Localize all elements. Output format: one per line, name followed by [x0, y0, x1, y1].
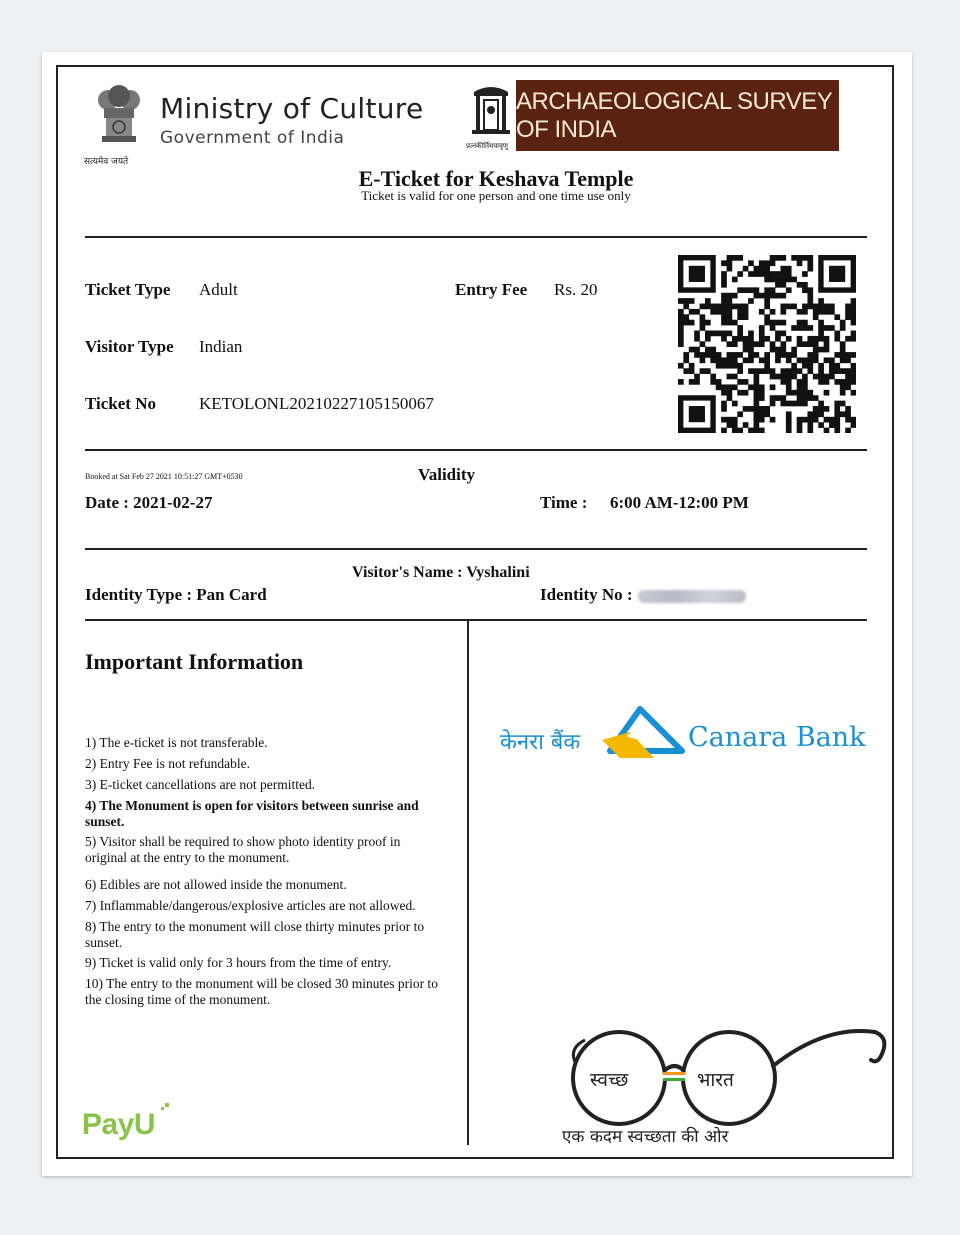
validity-heading: Validity: [418, 465, 476, 484]
ticket-title: E-Ticket for Keshava Temple: [358, 166, 634, 191]
swachh-text: स्वच्छ: [590, 1069, 629, 1091]
visitor-name: Visitor's Name : Vyshalini: [352, 564, 530, 581]
swachh-bharat-caption: एक कदम स्वच्छता की ओर: [562, 1127, 729, 1147]
column-divider: [467, 620, 469, 1145]
ticket-type-value: Adult: [199, 280, 238, 299]
important-information-title: Important Information: [85, 649, 304, 674]
ticket-number-value: KETOLONL20210227105150067: [199, 394, 434, 413]
validity-date: Date : 2021-02-27: [85, 493, 213, 512]
asi-banner: ARCHAEOLOGICAL SURVEY OF INDIA: [516, 80, 839, 151]
info-rule: 1) The e-ticket is not transferable.: [85, 735, 268, 750]
info-rule: 10) The entry to the monument will be closed 30 minutes prior to the closing time of the monument.: [85, 976, 438, 1007]
booked-at-text: Booked at Sat Feb 27 2021 10:51:27 GMT+0530: [85, 472, 243, 481]
national-emblem-icon: [86, 80, 152, 156]
info-rule: 4) The Monument is open for visitors between sunrise and sunset.: [85, 798, 419, 829]
canara-bank-hindi: केनरा बैंक: [500, 730, 581, 755]
validity-time-label: Time :: [540, 493, 588, 512]
payu-logo: PayU: [82, 1108, 156, 1141]
ministry-subtitle: Government of India: [160, 128, 345, 148]
info-rule: 3) E-ticket cancellations are not permitted.: [85, 777, 316, 792]
ticket-subtitle: Ticket is valid for one person and one time use only: [361, 188, 631, 203]
payu-dots-icon: [159, 1102, 171, 1114]
identity-number-label: Identity No :: [540, 585, 633, 604]
divider: [85, 449, 867, 451]
info-rule: 9) Ticket is valid only for 3 hours from the time of entry.: [85, 955, 392, 970]
bharat-text: भारत: [697, 1069, 734, 1091]
visitor-type-value: Indian: [199, 337, 243, 356]
identity-number-redacted: [638, 587, 746, 605]
canara-bank-english: Canara Bank: [688, 722, 866, 753]
divider: [85, 236, 867, 238]
visitor-type-label: Visitor Type: [85, 337, 174, 356]
ministry-title: Ministry of Culture: [160, 92, 424, 125]
identity-type: Identity Type : Pan Card: [85, 585, 267, 604]
divider: [85, 548, 867, 550]
info-rule: 6) Edibles are not allowed inside the monument.: [85, 877, 347, 892]
info-rule: 5) Visitor shall be required to show photo identity proof in original at the entry to the monument.: [85, 834, 401, 865]
canara-bank-logo-icon: [600, 706, 686, 762]
divider: [85, 619, 867, 621]
info-rule: 7) Inflammable/dangerous/explosive articles are not allowed.: [85, 898, 416, 913]
qr-code: [678, 255, 856, 433]
entry-fee-value: Rs. 20: [554, 280, 598, 299]
asi-logo-icon: [468, 82, 514, 144]
emblem-caption: सत्यमेव जयते: [84, 157, 129, 167]
info-rule: 2) Entry Fee is not refundable.: [85, 756, 250, 771]
asi-logo-caption: प्रत्नकीर्तिमपावृणु: [466, 142, 508, 150]
validity-time-value: 6:00 AM-12:00 PM: [610, 493, 749, 512]
info-rule: 8) The entry to the monument will close thirty minutes prior to sunset.: [85, 919, 425, 950]
ticket-number-label: Ticket No: [85, 394, 156, 413]
ticket-type-label: Ticket Type: [85, 280, 171, 299]
entry-fee-label: Entry Fee: [455, 280, 528, 299]
